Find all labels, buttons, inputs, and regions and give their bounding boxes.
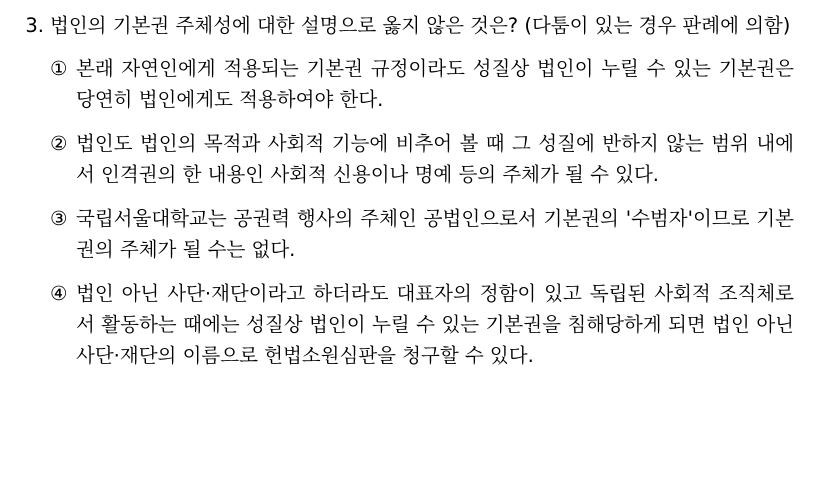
choice-text-1: 본래 자연인에게 적용되는 기본권 규정이라도 성질상 법인이 누릴 수 있는 기본권은 당연히 법인에게도 적용하여야 한다. (76, 57, 794, 111)
choice-item-1[interactable] (50, 53, 798, 115)
choice-item-2[interactable] (50, 128, 798, 190)
choice-list (14, 53, 798, 371)
question-block (14, 10, 798, 41)
choice-item-4[interactable] (50, 278, 798, 371)
choice-marker-1: ① (50, 57, 68, 80)
choice-marker-3: ③ (50, 207, 68, 230)
choice-marker-2: ② (50, 132, 68, 155)
choice-text-2: 법인도 법인의 목적과 사회적 기능에 비추어 볼 때 그 성질에 반하지 않는 범위 내에서 인격권의 한 내용인 사회적 신용이나 명예 등의 주체가 될 수 있다. (76, 132, 794, 186)
question-number: 3. (25, 14, 44, 37)
choice-item-3[interactable] (50, 203, 798, 265)
choice-marker-4: ④ (50, 282, 68, 305)
choice-text-4: 법인 아닌 사단·재단이라고 하더라도 대표자의 정함이 있고 독립된 사회적 조직체로서 활동하는 때에는 성질상 법인이 누릴 수 있는 기본권을 침해당하게 되면 법인 아닌 사단·재단의 이름으로 헌법소원심판을 청구할 수 있다. (76, 282, 794, 367)
choice-text-3: 국립서울대학교는 공권력 행사의 주체인 공법인으로서 기본권의 '수범자'이므로 기본권의 주체가 될 수는 없다. (76, 207, 794, 261)
question-text: 법인의 기본권 주체성에 대한 설명으로 옳지 않은 것은? (다툼이 있는 경우 판례에 의함) (50, 14, 791, 37)
